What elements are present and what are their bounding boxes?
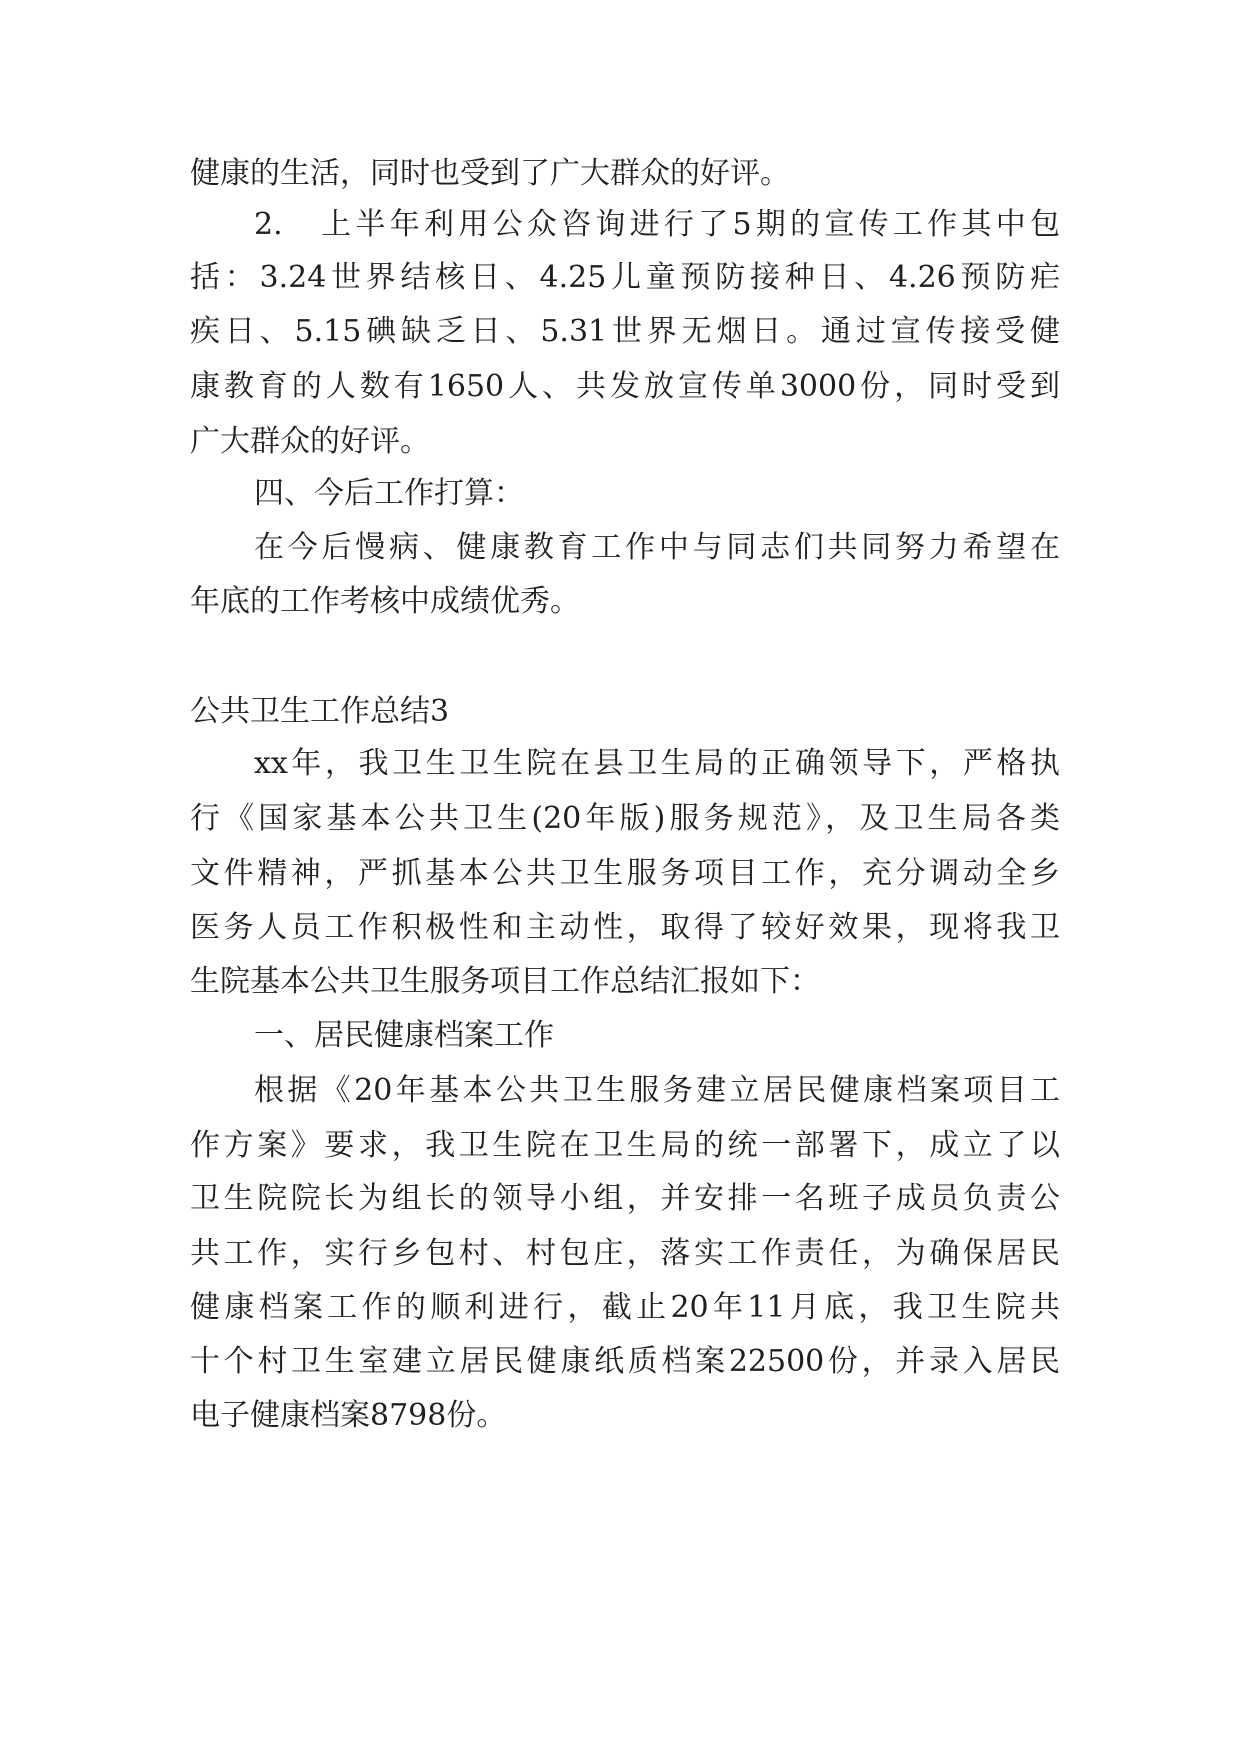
paragraph-line: 生院基本公共卫生服务项目工作总结汇报如下： bbox=[190, 964, 820, 999]
paragraph-line: 卫生院院长为组长的领导小组，并安排一名班子成员负责公 bbox=[190, 1181, 1060, 1216]
section-heading: 四、今后工作打算： bbox=[254, 476, 524, 511]
paragraph-line: 根据《20年基本公共卫生服务建立居民健康档案项目工 bbox=[254, 1073, 1060, 1108]
paragraph-line: 共工作，实行乡包村、村包庄，落实工作责任，为确保居民 bbox=[190, 1236, 1060, 1271]
paragraph-line: 文件精神，严抓基本公共卫生服务项目工作，充分调动全乡 bbox=[190, 856, 1060, 891]
paragraph-line: 十个村卫生室建立居民健康纸质档案22500份，并录入居民 bbox=[190, 1344, 1060, 1379]
document-title: 公共卫生工作总结3 bbox=[190, 694, 450, 729]
paragraph-line: 广大群众的好评。 bbox=[190, 424, 430, 459]
paragraph-line: 健康档案工作的顺利进行，截止20年11月底，我卫生院共 bbox=[190, 1290, 1060, 1325]
paragraph-line: 在今后慢病、健康教育工作中与同志们共同努力希望在 bbox=[254, 530, 1060, 565]
paragraph-line: 年底的工作考核中成绩优秀。 bbox=[190, 584, 580, 619]
paragraph-line: 医务人员工作积极性和主动性，取得了较好效果，现将我卫 bbox=[190, 910, 1060, 945]
paragraph-line: 作方案》要求，我卫生院在卫生局的统一部署下，成立了以 bbox=[190, 1128, 1060, 1163]
paragraph-line: 括：3.24世界结核日、4.25儿童预防接种日、4.26预防疟 bbox=[190, 260, 1060, 295]
paragraph-line: 康教育的人数有1650人、共发放宣传单3000份，同时受到 bbox=[190, 369, 1060, 404]
paragraph-line: 行《国家基本公共卫生(20年版)服务规范》，及卫生局各类 bbox=[190, 801, 1060, 836]
section-heading: 一、居民健康档案工作 bbox=[254, 1018, 554, 1053]
paragraph-line: 2. 上半年利用公众咨询进行了5期的宣传工作其中包 bbox=[254, 207, 1060, 242]
paragraph-line: 电子健康档案8798份。 bbox=[190, 1398, 507, 1433]
paragraph-line: 疾日、5.15碘缺乏日、5.31世界无烟日。通过宣传接受健 bbox=[190, 314, 1060, 349]
paragraph-line: xx年，我卫生卫生院在县卫生局的正确领导下，严格执 bbox=[254, 746, 1060, 781]
paragraph-line: 健康的生活，同时也受到了广大群众的好评。 bbox=[190, 156, 790, 191]
